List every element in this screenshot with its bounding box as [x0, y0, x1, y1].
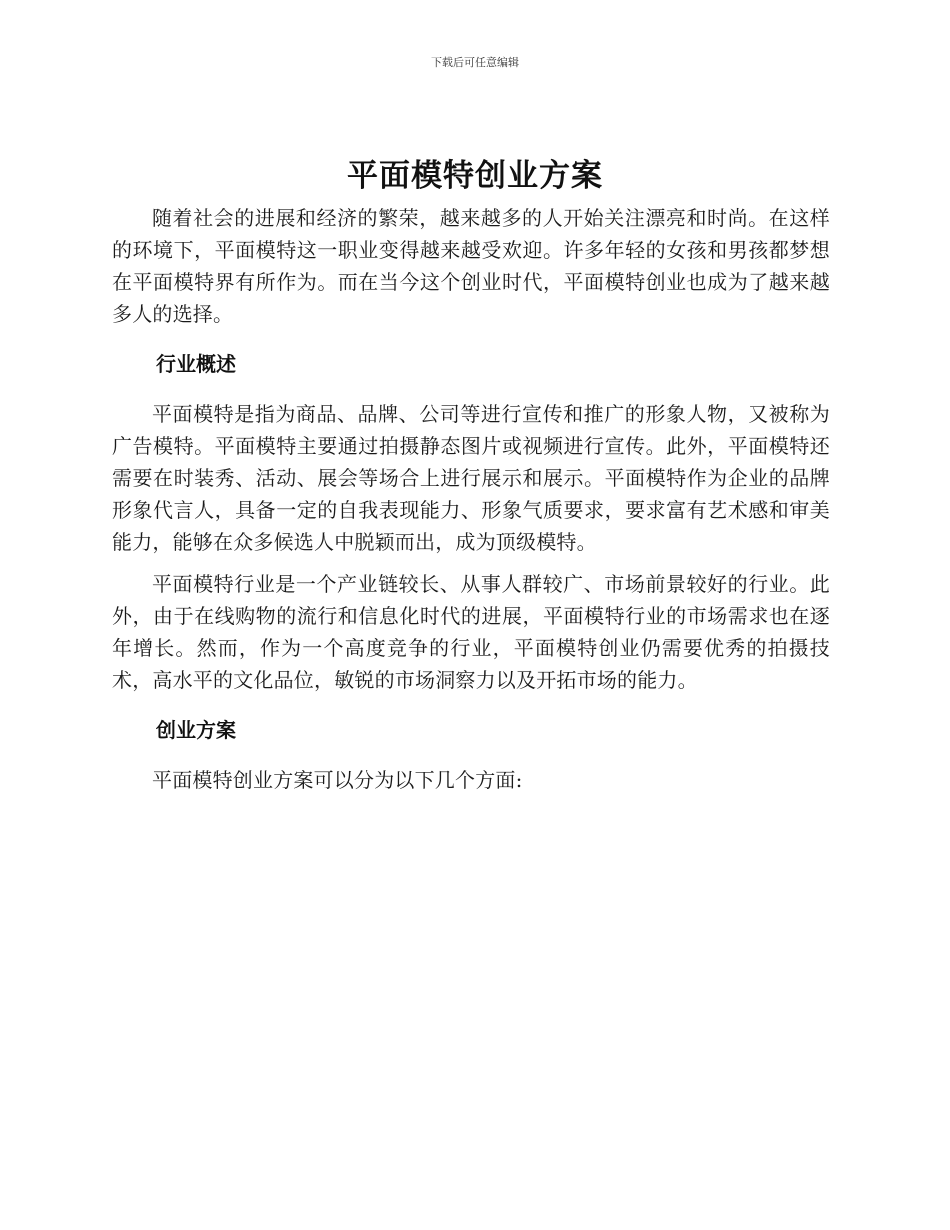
section-heading-startup-plan: 创业方案 [156, 718, 236, 742]
startup-plan-paragraph-1: 平面模特创业方案可以分为以下几个方面: [152, 768, 523, 792]
document-title: 平面模特创业方案 [347, 158, 603, 194]
industry-overview-paragraph-2: 平面模特行业是一个产业链较长、从事人群较广、市场前景较好的行业。此外，由于在线购物的流行和信息化时代的进展，平面模特行业的市场需求也在逐年增长。然而，作为一个高度竞争的行业，平面模特创业仍需要优秀的拍摄技术，高水平的文化品位，敏锐的市场洞察力以及开拓市场的能力。 [112, 572, 830, 692]
document-body [112, 202, 830, 806]
intro-paragraph: 随着社会的进展和经济的繁荣，越来越多的人开始关注漂亮和时尚。在这样的环境下，平面模特这一职业变得越来越受欢迎。许多年轻的女孩和男孩都梦想在平面模特界有所作为。而在当今这个创业时代，平面模特创业也成为了越来越多人的选择。 [112, 206, 830, 326]
industry-overview-paragraph-1: 平面模特是指为商品、品牌、公司等进行宣传和推广的形象人物，又被称为广告模特。平面模特主要通过拍摄静态图片或视频进行宣传。此外，平面模特还需要在时装秀、活动、展会等场合上进行展示和展示。平面模特作为企业的品牌形象代言人，具备一定的自我表现能力、形象气质要求，要求富有艺术感和审美能力，能够在众多候选人中脱颖而出，成为顶级模特。 [112, 402, 830, 554]
section-heading-industry-overview: 行业概述 [156, 352, 236, 376]
page-header-note: 下载后可任意编辑 [431, 56, 519, 69]
